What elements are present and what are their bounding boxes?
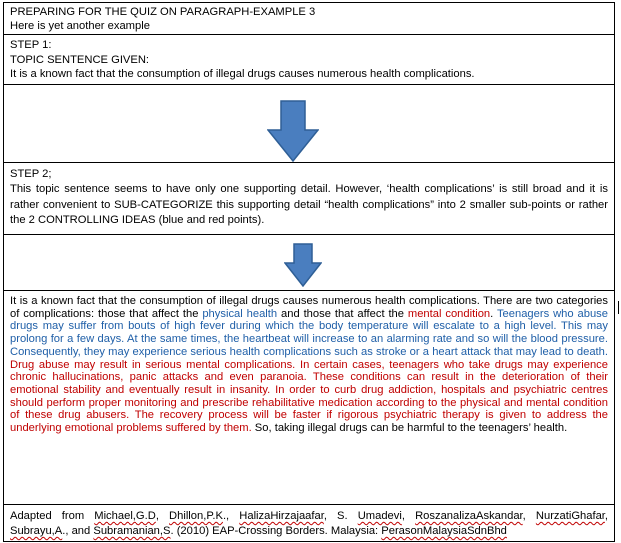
citation-prefix: Adapted from bbox=[10, 510, 95, 522]
text-cursor bbox=[618, 301, 619, 314]
citation-author: RoszanalizaAskandar bbox=[415, 510, 523, 522]
paragraph-mid: and those that affect the bbox=[277, 307, 408, 320]
step2-label: STEP 2; bbox=[10, 168, 52, 180]
paragraph-intro: It is a known fact that the consumption of illegal drugs causes numerous health complications. There are two categories of complications: those that affect the bbox=[10, 295, 608, 320]
citation-separator: . (2010) EAP-Crossing Borders. Malaysia: bbox=[170, 525, 382, 537]
citation-separator: ., bbox=[222, 510, 240, 522]
citation-separator: , bbox=[155, 510, 170, 522]
citation-separator: , bbox=[604, 510, 609, 522]
step1-topic-sentence: It is a known fact that the consumption of illegal drugs causes numerous health complications. bbox=[10, 68, 475, 80]
physical-health-term: physical health bbox=[202, 307, 278, 320]
paragraph-period: . bbox=[490, 307, 494, 320]
citation-cell bbox=[3, 504, 615, 542]
citation-author: Dhillon,P.K bbox=[169, 510, 223, 522]
paragraph-conclusion: So, taking illegal drugs can be harmful to the teenagers’ health. bbox=[251, 422, 568, 435]
page-title: PREPARING FOR THE QUIZ ON PARAGRAPH-EXAMPLE 3 bbox=[10, 6, 316, 18]
step1-cell bbox=[3, 34, 615, 85]
step2-cell bbox=[3, 162, 615, 235]
header-cell bbox=[3, 2, 615, 35]
citation-author: Umadevi bbox=[357, 510, 402, 522]
citation bbox=[10, 509, 608, 539]
citation-author: NurzatiGhafar bbox=[535, 510, 605, 522]
step1-heading: TOPIC SENTENCE GIVEN: bbox=[10, 54, 150, 66]
citation-separator: , bbox=[522, 510, 536, 522]
down-arrow-icon bbox=[267, 100, 319, 162]
mental-condition-points: Drug abuse may result in serious mental complications. In certain cases, teenagers who take drugs may experience chronic hallucinations, panic attacks and even paranoia. These conditions can result in the deterioration of their emotional stability and eventually result in insanity. In order to curb drug addiction, hospitals and psychiatric centres should perform proper monitoring and prescribe rehabilitative medication according to the physical and mental condition of these drug abusers. The recovery process will be faster if rigorous psychiatric therapy is given to address the underlying emotional problems suffered by them. bbox=[10, 358, 608, 435]
citation-author: Michael,G.D bbox=[94, 510, 156, 522]
citation-separator: , bbox=[401, 510, 416, 522]
mental-condition-term: mental condition bbox=[407, 307, 491, 320]
citation-author: Subrayu,A bbox=[10, 525, 63, 537]
page-subtitle: Here is yet another example bbox=[10, 20, 150, 32]
paragraph-cell bbox=[3, 290, 615, 505]
step2-explanation: This topic sentence seems to have only one supporting detail. However, ‘health complications’ is still broad and it is rather convenient to SUB-CATEGORIZE this supporting detail “health complications” into 2 smaller sub-points or rather the 2 CONTROLLING IDEAS (blue and red points). bbox=[10, 183, 608, 227]
citation-author: Subramanian,S bbox=[93, 525, 171, 537]
physical-health-points: Teenagers who abuse drugs may suffer from bouts of high fever during which the body temperature will escalate to a high level. This may prolong for a few days. At the same times, the heartbeat will increase to an alarming rate and so will the blood pressure. Consequently, they may experience serious health complications such as stroke or a heart attack that may lead to death. bbox=[10, 307, 608, 358]
citation-publisher: PerasonMalaysiaSdnBhd bbox=[381, 525, 507, 537]
step1-label: STEP 1: bbox=[10, 39, 52, 51]
down-arrow-icon bbox=[284, 243, 322, 287]
citation-separator: ., and bbox=[62, 525, 94, 537]
citation-separator: , S. bbox=[323, 510, 358, 522]
citation-author: HalizaHirzajaafar bbox=[239, 510, 324, 522]
example-paragraph bbox=[10, 295, 608, 435]
